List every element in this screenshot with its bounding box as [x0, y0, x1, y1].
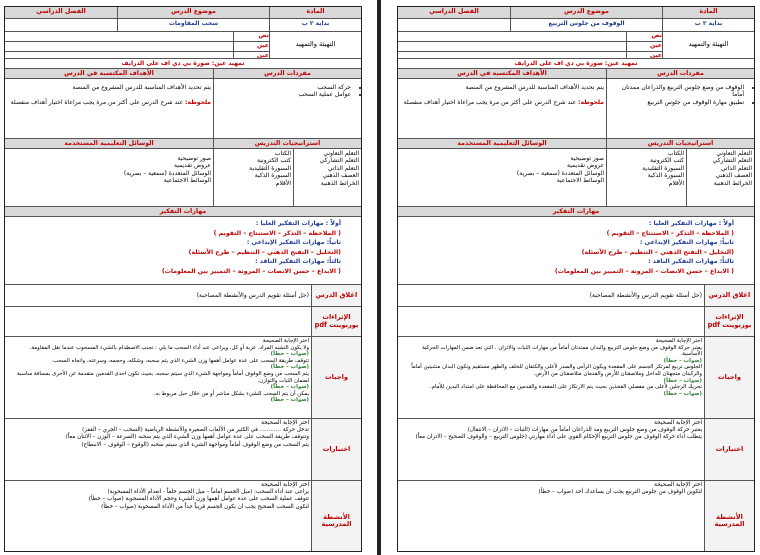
lesson-title: سحب المقاومات	[117, 19, 269, 31]
goals-box	[5, 79, 213, 138]
semester-value	[398, 19, 510, 31]
thinking-list	[398, 217, 754, 284]
thinking-header: مهارات التفكير	[5, 207, 361, 216]
warmup-item: نص	[651, 32, 662, 39]
closing-label: اغلاق الدرس	[704, 285, 754, 306]
thinking-line: (التحليل – التفتح الذهني – التنظيم – طرح الأسئلة)	[581, 248, 734, 256]
strategies-header: استراتيجيات التدريس	[606, 139, 754, 148]
homework-line: الجلوس تربيع لمرتكز الجسم على المقعدة ويكون الرأس والصدر لأعلى والكتفان للخلف والظهر مستقيم وتكون البدان منثنيتين أماماً والركبتان متجهتان للداخل وملاصقتان للأرض والقدمان متلاصقتان من الأرض.	[411, 364, 702, 377]
strategy-item: السبورة الذكية	[254, 172, 291, 180]
thinking-header: مهارات التفكير	[398, 207, 754, 216]
warmup-content	[5, 32, 233, 58]
warmup-content	[398, 32, 626, 58]
strategy-item: الأقلام	[668, 179, 684, 187]
strategy-item: السبورة الذكية	[647, 172, 684, 180]
homework-line: (صواب – خطأ)	[270, 384, 309, 391]
strategy-item: التعلم التعاوني	[716, 150, 752, 157]
activities-label: الأنشطة المدرسية	[704, 481, 754, 552]
means-list	[5, 149, 213, 206]
warmup-label: التهيئة والتمهيد	[662, 32, 754, 58]
tests-list	[5, 419, 311, 480]
homework-list	[5, 337, 311, 418]
note-label: ملحوظة:	[578, 99, 604, 107]
homework-line: (صواب – خطأ)	[270, 351, 309, 358]
page-divider	[377, 0, 381, 555]
activities-line: اختر الإجابة الصحيحة	[654, 482, 702, 488]
tests-line: يتم السحب من وضع الوقوف أماماً ومواجهة الشيء الذي سيتم سحبه (الوقوع – الوقوف – الانبطاح)	[81, 441, 309, 448]
goal-item: يتم تحديد الأهداف المناسبة للدرس المشروع من المنصة	[72, 84, 211, 91]
goals-header: الأهداف المكتسبة في الدرس	[398, 69, 606, 78]
strategy-item: كتب الكترونية	[650, 157, 684, 165]
activities-list	[398, 481, 704, 552]
thinking-line: ( الملاحظة – التذكر – الاستنتاج – التقويم )	[213, 229, 341, 237]
strategies-list-b	[606, 149, 686, 206]
warmup-label: التهيئة والتمهيد	[269, 32, 361, 58]
means-item: الوسائل المتعددة (سمعية – بصرية)	[123, 169, 211, 177]
thinking-line: ثالثاً: مهارات التفكير الناقد :	[255, 258, 341, 265]
homework-line: اختر الإجابة الصحيحة	[655, 338, 702, 344]
thinking-line: ثالثاً: مهارات التفكير الناقد :	[648, 258, 734, 265]
enrich-label: الإثراءات	[322, 313, 351, 322]
homework-label: واجبات	[311, 337, 361, 418]
means-item: الوسائط الاجتماعية	[163, 177, 211, 185]
warmup-item: عين	[257, 52, 269, 58]
homework-line: يعتبر حركة الوقوف من وضع جلوس التربيع والبدان ممتدتان أماماً من مهارات الثبات والاتزان . التي تعد ضمن المهارات الحركية الأساسية.	[422, 344, 702, 358]
semester-header: الفصل الدراسي	[5, 7, 117, 18]
strategy-item: التعلم التعاوني	[323, 150, 359, 157]
thinking-line: ثانياً: مهارات التفكير الإبداعي :	[246, 239, 341, 246]
activities-line: لتكون السحب الصحيح يجب ان يكون الجسم قريباً جداً من الأداة المسحوبة (صواب – خطأ)	[101, 503, 309, 510]
tests-label: اختبارات	[311, 419, 361, 480]
homework-line: تحريك الرجلين لأعلى من مفصلي الفخذين بحيث يتم الارتكاز على المقعدة والقدمين مع المحافظة على امتداد البدين للأمام.	[429, 384, 702, 391]
activities-line: اختر الإجابة الصحيحة	[261, 482, 309, 488]
enrich-pdf: بوربوينت pdf	[314, 320, 359, 329]
topic-header: موضوع الدرس	[510, 7, 662, 18]
strategy-item: الخرائط الذهنية	[713, 179, 752, 187]
thinking-line: ( الابداع – حسن الانصات – المرونة – التمييز بين المعلومات)	[161, 267, 341, 275]
tests-label: اختبارات	[704, 419, 754, 480]
vocab-item: • حركة السحب	[216, 84, 351, 91]
strategies-list-b	[213, 149, 293, 206]
strategy-item: التعلم الذاتي	[327, 164, 359, 172]
thinking-line: ( الملاحظة – التذكر – الاستنتاج – التقويم )	[606, 229, 734, 237]
tests-line: يعتبر حركة الوقوف من وضع جلوس التربيع ومد الذراعان أماماً من مهارات (الثبات – الاتزان – الانتقال)	[467, 427, 702, 434]
vocab-item: • تطبيق مهارة الوقوف من جلوس التربيع	[609, 99, 744, 106]
strategy-item: السبورة التقليدية	[642, 164, 684, 172]
activities-list	[5, 481, 311, 552]
means-item: صور توضيحية	[177, 155, 211, 162]
enrich-pdf: بوربوينت pdf	[707, 320, 752, 329]
homework-line: يتم السحب من وضع الوقوف أماماً ومواجهة الشيء الذي سيتم سحبه، بحيث تكون احدى القدمين متقدمة عن الأخرى بمسافة مناسبة لضمان الثبات والتوازن.	[16, 370, 309, 384]
vocab-item: • عوامل عملية السحب	[216, 91, 351, 98]
note-text: عند شرح الدرس على أكثر من مرة يجب مراعاة اختيار أهداف منفصلة	[403, 99, 577, 107]
homework-line: (صواب – خطأ)	[663, 377, 702, 384]
lesson-title: الوقوف من جلوس التربيع	[510, 19, 662, 31]
homework-list	[398, 337, 704, 418]
goals-box	[398, 79, 606, 138]
strategy-item: الخرائط الذهنية	[320, 179, 359, 187]
closing-label: اغلاق الدرس	[311, 285, 361, 306]
warmup-item: عين	[650, 42, 662, 49]
homework-line: اختر الإجابة الصحيحة	[262, 338, 309, 344]
strategy-item: الكتاب	[274, 150, 291, 157]
vocab-header: مفردات الدرس	[606, 69, 754, 78]
strategies-header: استراتيجيات التدريس	[213, 139, 361, 148]
enrich-box	[704, 307, 754, 336]
thinking-line: ( الابداع – حسن الانصات – المرونة – التمييز بين المعلومات)	[554, 267, 734, 275]
tests-line: اختر الإجابة الصحيحة	[261, 420, 309, 426]
strategy-item: التعلم الذاتي	[720, 164, 752, 172]
homework-label: واجبات	[704, 337, 754, 418]
thinking-line: (التحليل – التفتح الذهني – التنظيم – طرح الأسئلة)	[188, 248, 341, 256]
warmup-item: عين	[650, 52, 662, 58]
note-text: عند شرح الدرس على أكثر من مرة يجب مراعاة اختيار أهداف منفصلة	[10, 99, 184, 107]
strategy-item: التعلم التشاركي	[712, 157, 752, 165]
thinking-line: أولاً : مهارات التفكير العليا :	[255, 220, 341, 227]
activities-line: تتوقف عملية السحب على عدة عوامل أهمها وزن الشيء وحجم الأداة المسحوبة (صواب – خطأ)	[88, 496, 309, 503]
strategy-item: التعلم التشاركي	[319, 157, 359, 165]
means-item: صور توضيحية	[570, 155, 604, 162]
class-value: بداية ٢ ب	[269, 19, 361, 31]
subject-header: المادة	[662, 7, 754, 18]
homework-line: تتوقف طريقة السحب على عدة عوامل أهمها وزن الشيء الذي يتم سحبه، وشكله، وحجمه، وسرعته، واتجاه السحب.	[51, 357, 309, 364]
tests-line: اختر الإجابة الصحيحة	[654, 420, 702, 426]
vocab-item: • الوقوف من وضع جلوس التربيع والذراعان ممدتان أماماً	[609, 84, 744, 99]
strategies-list-a	[686, 149, 754, 206]
tests-line: وتتوقف طريقة السحب على عدة عوامل أهمها وزن الشيء الذي يتم سحبه (السرعة – الوزن – الاثنان معاً)	[65, 434, 309, 441]
subject-header: المادة	[269, 7, 361, 18]
means-header: الوسائل التعليمية المستخدمة	[398, 139, 606, 148]
goals-header: الأهداف المكتسبة في الدرس	[5, 69, 213, 78]
thinking-line: أولاً : مهارات التفكير العليا :	[648, 220, 734, 227]
enrich-content	[398, 307, 704, 336]
thinking-line: ثانياً: مهارات التفكير الإبداعي :	[639, 239, 734, 246]
strategy-item: الأقلام	[275, 179, 291, 187]
means-item: الوسائل المتعددة (سمعية – بصرية)	[516, 169, 604, 177]
warmup-item: عين	[257, 42, 269, 49]
enrich-label: الإثراءات	[715, 313, 744, 322]
homework-line: (صواب – خطأ)	[663, 390, 702, 397]
homework-line: يمكن أن يتم السحب للشيء بشكل مباشر أو من خلال حبل مربوط به.	[153, 390, 309, 397]
vocab-list	[606, 79, 754, 138]
warmup-item: نص	[258, 32, 269, 39]
means-list	[398, 149, 606, 206]
vocab-list	[213, 79, 361, 138]
semester-value	[5, 19, 117, 31]
homework-line: (صواب – خطأ)	[270, 397, 309, 404]
means-item: الوسائط الاجتماعية	[556, 177, 604, 185]
prep-title: تمهيد عين: صورة بي دي اف على الدرايف	[514, 60, 638, 67]
activities-line: يراعى عند أداء السحب: (ميل الجسم أماماً – ميل الجسم خلفاً - انعدام الأداة المسحوبة)	[107, 489, 309, 496]
activities-label: الأنشطة المدرسية	[311, 481, 361, 552]
tests-line: يتطلب اداء حركة الوقوف من جلوس التربيع الإحكام القوي على أداء مهارتي (جلوس التربيع – والوقوف الصحيح – الاتزان معاً)	[415, 434, 702, 441]
enrich-box	[311, 307, 361, 336]
warmup-list	[233, 32, 269, 58]
tests-line: تدخل حركة ............ في الكثير من الألعاب الصغيرة والأنشطة الرياضية (السحب – الجري – القفز)	[82, 427, 309, 434]
goal-item: يتم تحديد الأهداف المناسبة للدرس المشروع من المنصة	[465, 84, 604, 91]
strategy-item: العصف الذهني	[715, 172, 752, 180]
strategy-item: الكتاب	[667, 150, 684, 157]
homework-line: ولا يكون التشبه المراد، عربة أو كل، ويراعى عند أداء السحب ما يلي : تجنب الاصطدام بالشيء المسحوب عندما تقل المقاومة.	[29, 344, 309, 351]
closing-text: (حل أسئلة تقويم الدرس والأنشطة المصاحبة)	[196, 291, 309, 299]
prep-title: تمهيد عين: صورة بي دي اف على الدرايف	[121, 60, 245, 67]
means-item: عروض تقديمية	[174, 162, 211, 170]
closing-text: (حل أسئلة تقويم الدرس والأنشطة المصاحبة)	[589, 291, 702, 299]
activities-line: لتكوين الوقوف من جلوس التربيع يجب ان يساعدك أحد (صواب – خطأ)	[538, 489, 702, 496]
warmup-list	[626, 32, 662, 58]
vocab-header: مفردات الدرس	[213, 69, 361, 78]
homework-line: (صواب – خطأ)	[663, 357, 702, 364]
strategy-item: العصف الذهني	[322, 172, 359, 180]
means-item: عروض تقديمية	[567, 162, 604, 170]
means-header: الوسائل التعليمية المستخدمة	[5, 139, 213, 148]
enrich-content	[5, 307, 311, 336]
class-value: بداية ٢ ب	[662, 19, 754, 31]
strategies-list-a	[293, 149, 361, 206]
lesson-plan-page-1	[397, 6, 755, 552]
thinking-list	[5, 217, 361, 284]
semester-header: الفصل الدراسي	[398, 7, 510, 18]
topic-header: موضوع الدرس	[117, 7, 269, 18]
lesson-plan-page-2	[4, 6, 362, 552]
strategy-item: كتب الكترونية	[257, 157, 291, 165]
note-label: ملحوظة:	[185, 99, 211, 107]
tests-list	[398, 419, 704, 480]
homework-line: (صواب – خطأ)	[270, 364, 309, 371]
strategy-item: السبورة التقليدية	[249, 164, 291, 172]
